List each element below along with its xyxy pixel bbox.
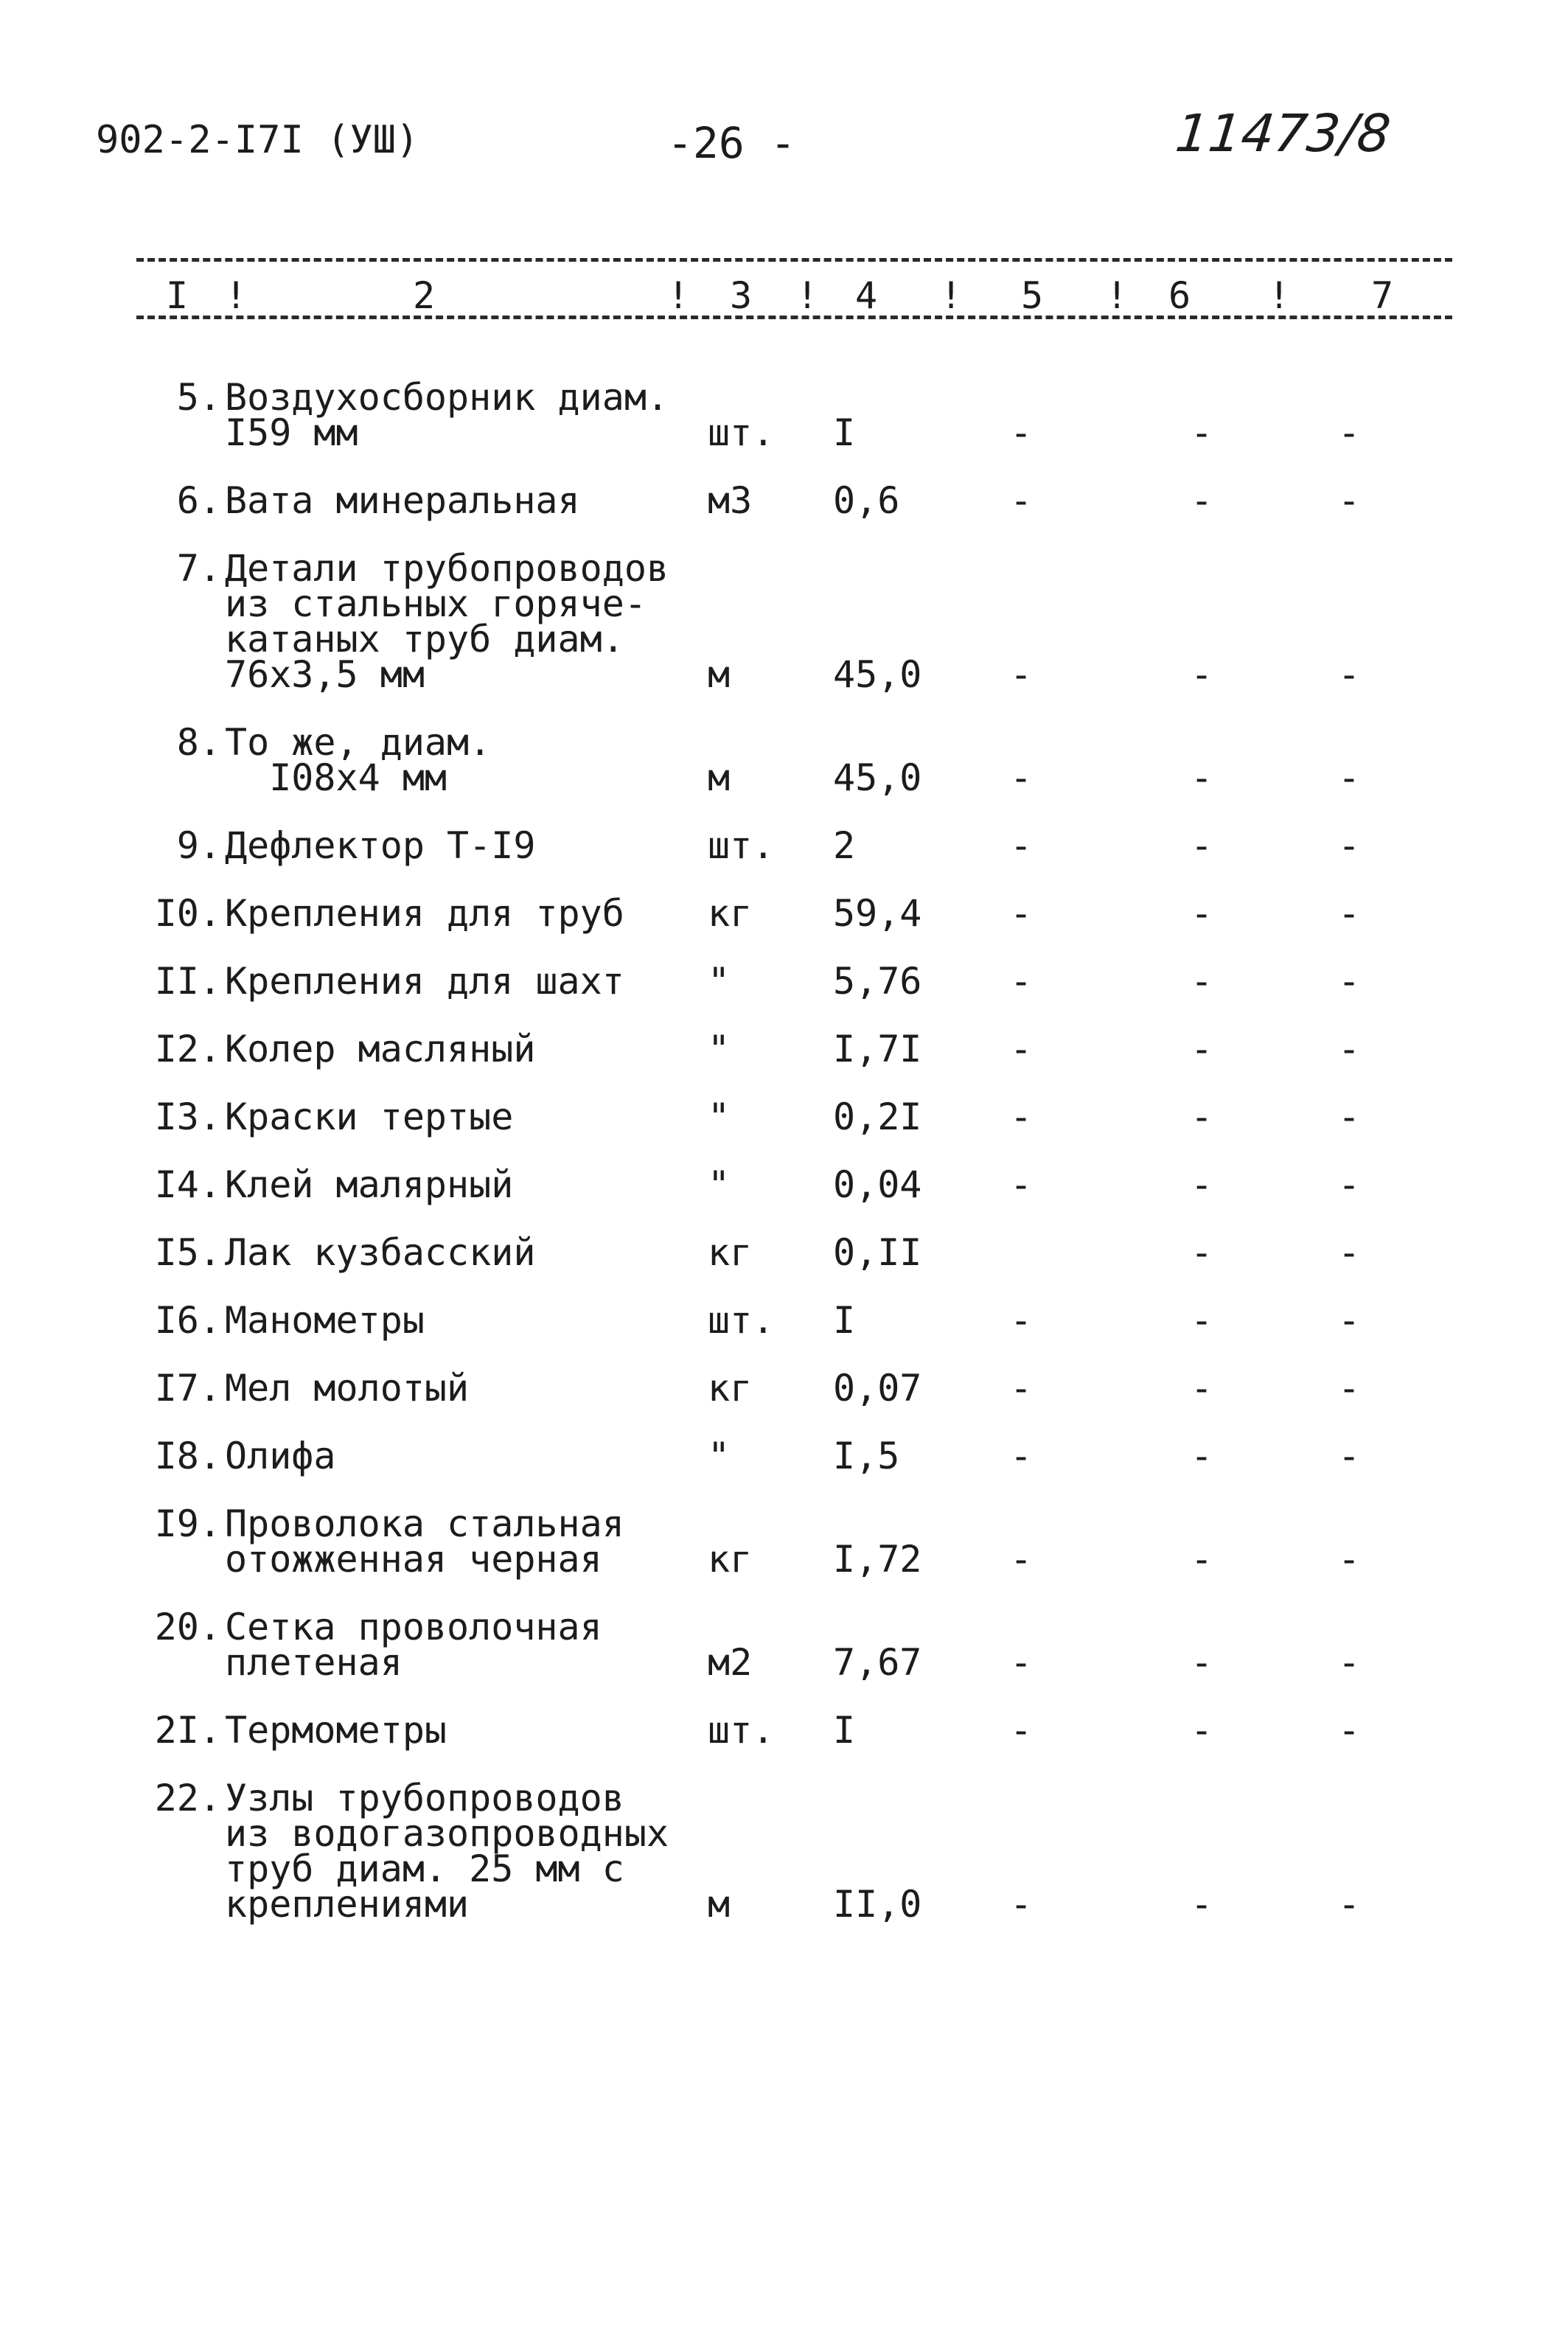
column-6-cell: - <box>1190 824 1213 867</box>
column-5-cell: - <box>1009 411 1033 454</box>
column-6-cell: - <box>1190 1538 1213 1581</box>
item-name <box>225 1777 697 1926</box>
quantity-cell: 5,76 <box>833 960 922 1003</box>
item-name-line: креплениями <box>225 1883 470 1926</box>
row-number: I9. <box>154 1502 221 1545</box>
item-name <box>225 1028 697 1070</box>
quantity-cell: 0,6 <box>833 479 900 522</box>
unit-cell: кг <box>708 1231 753 1274</box>
item-name <box>225 1231 697 1274</box>
unit-cell: шт. <box>708 824 775 867</box>
column-header-7: 7 <box>1371 274 1394 317</box>
column-7-cell: - <box>1337 411 1361 454</box>
row-number: 20. <box>154 1606 221 1648</box>
unit-cell: шт. <box>708 1299 775 1342</box>
item-name <box>225 892 697 935</box>
item-name-line: Сетка проволочная <box>225 1606 602 1648</box>
table-header-bottom-rule <box>136 316 1452 319</box>
unit-cell: " <box>708 1435 731 1477</box>
column-7-cell: - <box>1337 1538 1361 1581</box>
unit-cell: шт. <box>708 1709 775 1752</box>
unit-cell: кг <box>708 1538 753 1581</box>
quantity-cell: 0,2I <box>833 1096 922 1138</box>
item-name-line: Термометры <box>225 1709 447 1752</box>
column-separator: ! <box>940 274 963 317</box>
item-name <box>225 1096 697 1138</box>
column-header-4: 4 <box>855 274 878 317</box>
item-name <box>225 824 697 867</box>
column-5-cell: - <box>1009 960 1033 1003</box>
column-7-cell: - <box>1337 824 1361 867</box>
quantity-cell: 45,0 <box>833 653 922 696</box>
column-6-cell: - <box>1190 1231 1213 1274</box>
row-number: I0. <box>154 892 221 935</box>
column-6-cell: - <box>1190 756 1213 799</box>
quantity-cell: 7,67 <box>833 1641 922 1684</box>
unit-cell: " <box>708 1096 731 1138</box>
column-7-cell: - <box>1337 1367 1361 1410</box>
column-5-cell: - <box>1009 479 1033 522</box>
item-name-line: катаных труб диам. <box>225 618 624 661</box>
item-name-line: из водогазопроводных <box>225 1812 669 1855</box>
unit-cell: м3 <box>708 479 753 522</box>
column-6-cell: - <box>1190 1709 1213 1752</box>
table-header-top-rule <box>136 258 1452 262</box>
column-6-cell: - <box>1190 1883 1213 1926</box>
quantity-cell: I,5 <box>833 1435 900 1477</box>
row-number: I3. <box>154 1096 221 1138</box>
page-number: -26 - <box>667 118 796 168</box>
column-7-cell: - <box>1337 1028 1361 1070</box>
item-name <box>225 479 697 522</box>
unit-cell: " <box>708 1028 731 1070</box>
row-number: I7. <box>154 1367 221 1410</box>
item-name <box>225 1299 697 1342</box>
item-name <box>225 1367 697 1410</box>
column-7-cell: - <box>1337 756 1361 799</box>
column-5-cell: - <box>1009 1028 1033 1070</box>
item-name <box>225 1163 697 1206</box>
column-separator: ! <box>1106 274 1129 317</box>
item-name-line: Мел молотый <box>225 1367 470 1410</box>
item-name <box>225 547 697 696</box>
quantity-cell: I <box>833 1709 856 1752</box>
unit-cell: м2 <box>708 1641 753 1684</box>
item-name-line: Клей малярный <box>225 1163 514 1206</box>
column-5-cell: - <box>1009 756 1033 799</box>
item-name-line: Детали трубопроводов <box>225 547 669 590</box>
column-7-cell: - <box>1337 960 1361 1003</box>
quantity-cell: I,72 <box>833 1538 922 1581</box>
column-6-cell: - <box>1190 479 1213 522</box>
row-number: 2I. <box>154 1709 221 1752</box>
column-6-cell: - <box>1190 1163 1213 1206</box>
unit-cell: " <box>708 960 731 1003</box>
item-name-line: 76х3,5 мм <box>225 653 425 696</box>
row-number: I2. <box>154 1028 221 1070</box>
column-6-cell: - <box>1190 1299 1213 1342</box>
row-number: 22. <box>154 1777 221 1819</box>
column-6-cell: - <box>1190 892 1213 935</box>
column-7-cell: - <box>1337 1163 1361 1206</box>
item-name-line: Узлы трубопроводов <box>225 1777 624 1819</box>
column-5-cell: - <box>1009 1435 1033 1477</box>
quantity-cell: 2 <box>833 824 856 867</box>
row-number: I5. <box>154 1231 221 1274</box>
quantity-cell: 59,4 <box>833 892 922 935</box>
column-5-cell: - <box>1009 1163 1033 1206</box>
column-header-1: I <box>166 274 189 317</box>
column-6-cell: - <box>1190 411 1213 454</box>
item-name <box>225 1435 697 1477</box>
column-5-cell: - <box>1009 1299 1033 1342</box>
item-name <box>225 376 697 454</box>
column-7-cell: - <box>1337 1641 1361 1684</box>
row-number: II. <box>154 960 221 1003</box>
column-separator: ! <box>796 274 819 317</box>
item-name-line: Лак кузбасский <box>225 1231 536 1274</box>
column-header-5: 5 <box>1021 274 1044 317</box>
unit-cell: кг <box>708 892 753 935</box>
column-6-cell: - <box>1190 1367 1213 1410</box>
quantity-cell: 45,0 <box>833 756 922 799</box>
item-name-line: Дефлектор Т-I9 <box>225 824 536 867</box>
column-6-cell: - <box>1190 1096 1213 1138</box>
unit-cell: м <box>708 1883 731 1926</box>
unit-cell: м <box>708 653 731 696</box>
row-number: 9. <box>176 824 221 867</box>
document-code: 902-2-I7I (УШ) <box>96 118 419 162</box>
item-name-line: Крепления для труб <box>225 892 624 935</box>
item-name-line: Колер масляный <box>225 1028 536 1070</box>
column-7-cell: - <box>1337 1231 1361 1274</box>
column-6-cell: - <box>1190 1028 1213 1070</box>
row-number: I4. <box>154 1163 221 1206</box>
column-6-cell: - <box>1190 960 1213 1003</box>
column-7-cell: - <box>1337 653 1361 696</box>
item-name-line: Олифа <box>225 1435 336 1477</box>
item-name-line: Крепления для шахт <box>225 960 624 1003</box>
unit-cell: " <box>708 1163 731 1206</box>
item-name-line: То же, диам. <box>225 721 492 764</box>
unit-cell: м <box>708 756 731 799</box>
column-7-cell: - <box>1337 479 1361 522</box>
column-header-2: 2 <box>413 274 436 317</box>
item-name <box>225 721 697 799</box>
column-7-cell: - <box>1337 1096 1361 1138</box>
column-6-cell: - <box>1190 1435 1213 1477</box>
quantity-cell: I <box>833 411 856 454</box>
item-name-line: Вата минеральная <box>225 479 580 522</box>
quantity-cell: 0,04 <box>833 1163 922 1206</box>
column-header-3: 3 <box>730 274 753 317</box>
row-number: I6. <box>154 1299 221 1342</box>
column-5-cell: - <box>1009 1883 1033 1926</box>
item-name-line: труб диам. 25 мм с <box>225 1847 624 1890</box>
column-separator: ! <box>667 274 690 317</box>
item-name <box>225 1606 697 1684</box>
row-number: I8. <box>154 1435 221 1477</box>
item-name-line: плетеная <box>225 1641 403 1684</box>
column-6-cell: - <box>1190 653 1213 696</box>
column-7-cell: - <box>1337 892 1361 935</box>
item-name <box>225 960 697 1003</box>
quantity-cell: I <box>833 1299 856 1342</box>
column-separator: ! <box>225 274 248 317</box>
column-5-cell: - <box>1009 1538 1033 1581</box>
sheet-reference: 11473/8 <box>1172 103 1394 164</box>
column-5-cell: - <box>1009 892 1033 935</box>
column-7-cell: - <box>1337 1435 1361 1477</box>
quantity-cell: 0,II <box>833 1231 922 1274</box>
row-number: 7. <box>176 547 221 590</box>
column-header-6: 6 <box>1168 274 1191 317</box>
row-number: 8. <box>176 721 221 764</box>
item-name-line: отожженная черная <box>225 1538 602 1581</box>
column-5-cell: - <box>1009 1096 1033 1138</box>
item-name-line: Краски тертые <box>225 1096 514 1138</box>
unit-cell: шт. <box>708 411 775 454</box>
column-5-cell: - <box>1009 1709 1033 1752</box>
item-name-line: из стальных горяче- <box>225 582 647 625</box>
column-5-cell: - <box>1009 1641 1033 1684</box>
item-name <box>225 1709 697 1752</box>
item-name-line: I59 мм <box>225 411 358 454</box>
column-7-cell: - <box>1337 1709 1361 1752</box>
item-name-line: Манометры <box>225 1299 425 1342</box>
item-name-line: I08х4 мм <box>225 756 447 799</box>
column-separator: ! <box>1268 274 1291 317</box>
column-7-cell: - <box>1337 1299 1361 1342</box>
unit-cell: кг <box>708 1367 753 1410</box>
column-5-cell: - <box>1009 824 1033 867</box>
item-name <box>225 1502 697 1581</box>
quantity-cell: I,7I <box>833 1028 922 1070</box>
quantity-cell: II,0 <box>833 1883 922 1926</box>
item-name-line: Воздухосборник диам. <box>225 376 669 419</box>
row-number: 5. <box>176 376 221 419</box>
quantity-cell: 0,07 <box>833 1367 922 1410</box>
column-5-cell: - <box>1009 653 1033 696</box>
column-5-cell: - <box>1009 1367 1033 1410</box>
row-number: 6. <box>176 479 221 522</box>
item-name-line: Проволока стальная <box>225 1502 624 1545</box>
column-6-cell: - <box>1190 1641 1213 1684</box>
column-7-cell: - <box>1337 1883 1361 1926</box>
